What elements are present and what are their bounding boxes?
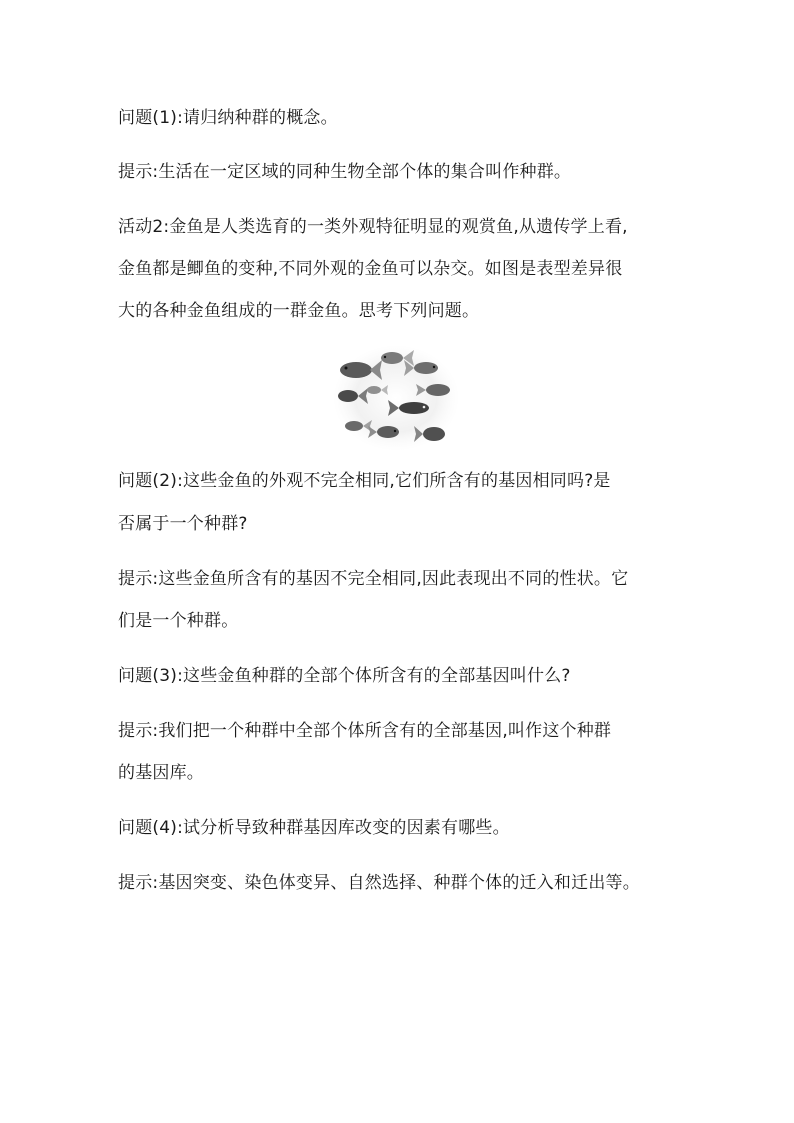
question-2-line-1: 问题(2):这些金鱼的外观不完全相同,它们所含有的基因相同吗?是 [118, 471, 611, 491]
hint-2-line-1: 提示:这些金鱼所含有的基因不完全相同,因此表现出不同的性状。它 [118, 569, 629, 589]
question-2-line-2: 否属于一个种群? [118, 514, 248, 534]
question-1: 问题(1):请归纳种群的概念。 [118, 108, 338, 128]
hint-4: 提示:基因突变、染色体变异、自然选择、种群个体的迁入和迁出等。 [118, 873, 640, 893]
activity-2-line-3: 大的各种金鱼组成的一群金鱼。思考下列问题。 [118, 301, 480, 321]
hint-3-line-2: 的基因库。 [118, 763, 204, 783]
activity-2-line-2: 金鱼都是鲫鱼的变种,不同外观的金鱼可以杂交。如图是表型差异很 [118, 259, 623, 279]
goldfish-group-figure [334, 346, 458, 450]
hint-3-line-1: 提示:我们把一个种群中全部个体所含有的全部基因,叫作这个种群 [118, 721, 612, 741]
hint-1: 提示:生活在一定区域的同种生物全部个体的集合叫作种群。 [118, 162, 572, 182]
hint-2-line-2: 们是一个种群。 [118, 611, 239, 631]
activity-2-line-1: 活动2:金鱼是人类选育的一类外观特征明显的观赏鱼,从遗传学上看, [118, 217, 628, 237]
question-3: 问题(3):这些金鱼种群的全部个体所含有的全部基因叫什么? [118, 666, 571, 686]
question-4: 问题(4):试分析导致种群基因库改变的因素有哪些。 [118, 818, 510, 838]
